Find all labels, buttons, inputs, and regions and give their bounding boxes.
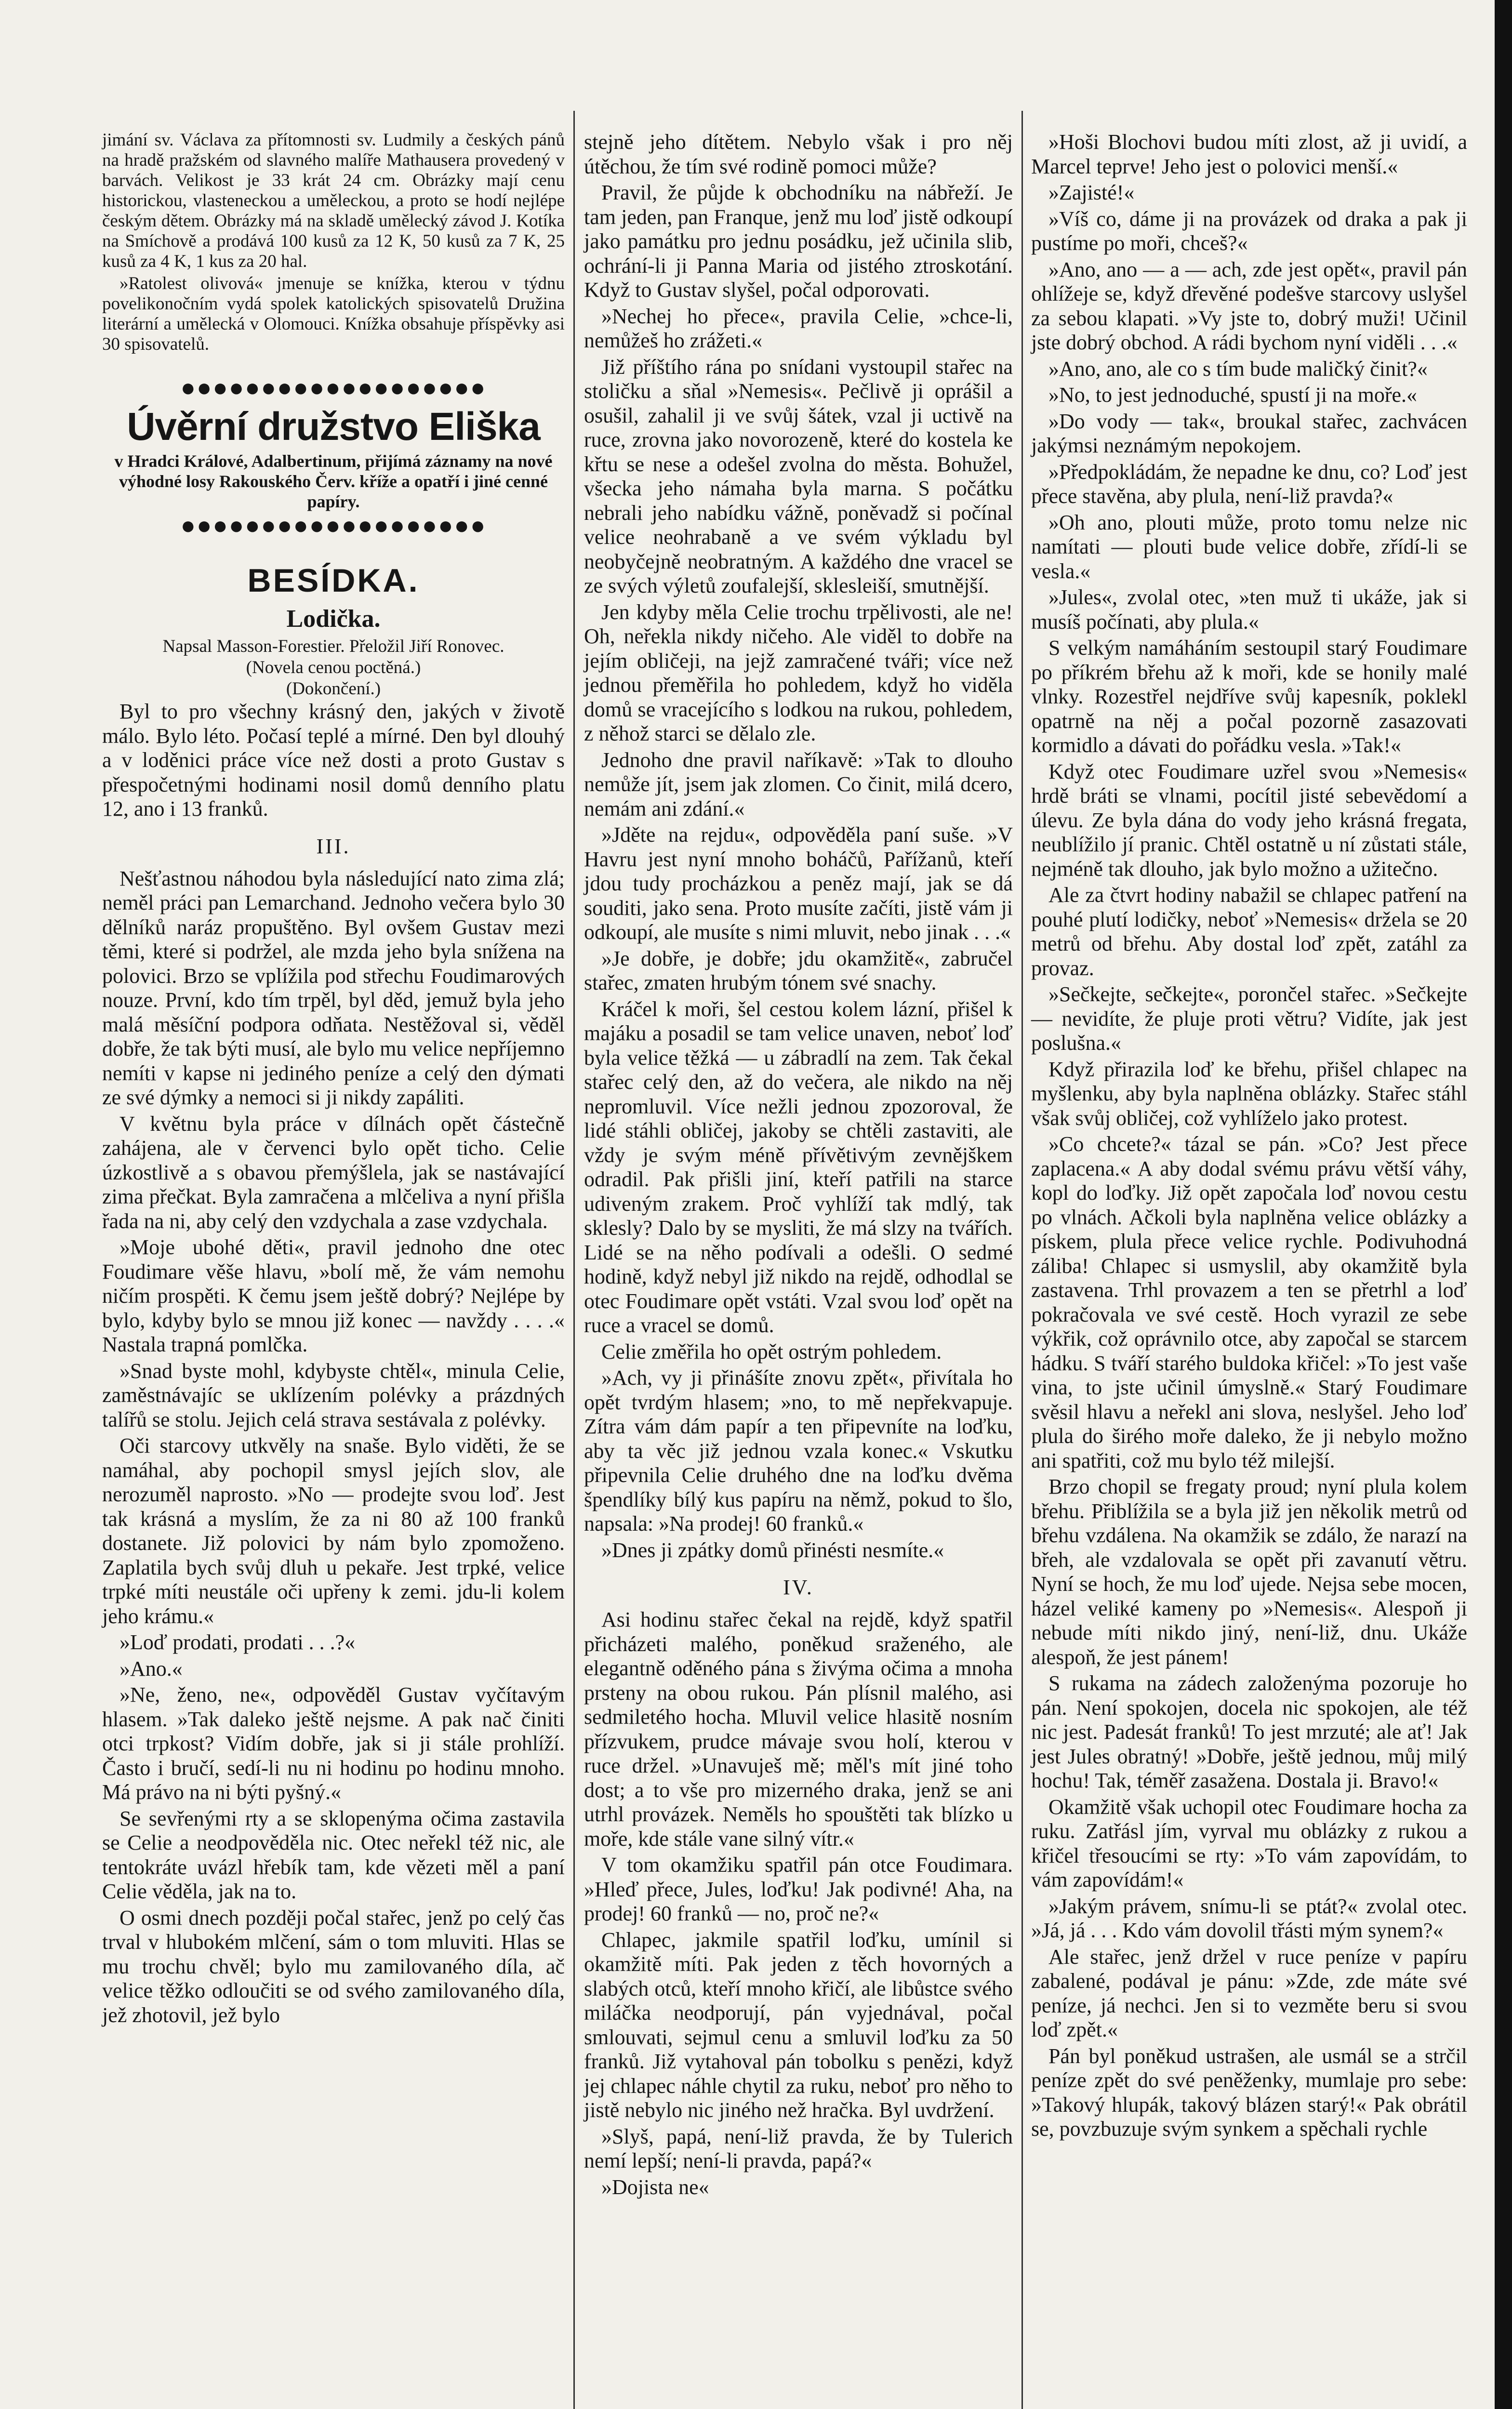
paragraph: Oči starcovy utkvěly na snaše. Bylo viděti, že se namáhal, aby pochopil smysl jejích slov, ale nerozuměl naprosto. »No — prodejte svou loď. Jest tak krásná a myslím, že za ni 80 až 100 franků dostanete. Již polovici by nám bylo zpomoženo. Zaplatila bych svůj dluh u pekaře. Jest trpké, velice trpké míti neustále oči upřeny k zemi. jdu-li kolem jeho krámu.« bbox=[102, 1434, 565, 1628]
paragraph: stejně jeho dítětem. Nebylo však i pro něj útěchou, že tím své rodině pomoci může? bbox=[584, 130, 1013, 178]
ad-text: v Hradci Králové, Adalbertinum, přijímá záznamy na nové výhodné losy Rakouského Červ. kříže a opatří i jiné cenné papíry. bbox=[114, 451, 553, 511]
paragraph: Okamžitě však uchopil otec Foudimare hocha za ruku. Zatřásl jím, vyrval mu oblázky z rukou a křičel třesoucími se rty: »To vám zapovídám, to vám zapovídám!« bbox=[1031, 1795, 1467, 1892]
column-1 bbox=[102, 130, 565, 2029]
paragraph: Již příštího rána po snídani vystoupil stařec na stoličku a sňal »Nemesis«. Pečlivě ji oprášil a osušil, zahalil ji ve svůj šátek, vzal ji uctivě na ruce, zrovna jako novorozeně, které do kostela ke křtu se nese a odešel zvolna do města. Bohužel, všecka jeho námaha byla marna. S počátku nebrali jeho nabídku vážně, poněvadž si počínal velice neohrabaně a ve svém výkladu byl neobyčejně neobratným. A každého dne vracel se ze svých výletů zoufalejší, sklesleiší, smutnější. bbox=[584, 355, 1013, 597]
story-text bbox=[102, 867, 565, 2028]
chapter-number: IV. bbox=[783, 1575, 814, 1599]
paragraph: »Nechej ho přece«, pravila Celie, »chce-li, nemůžeš ho zrážeti.« bbox=[584, 304, 1013, 352]
paragraph: »Moje ubohé děti«, pravil jednoho dne otec Foudimare věše hlavu, »bolí mě, že vám nemohu ničím prospěti. K čemu jsem ještě dobrý? Nejlépe by bylo, kdyby bylo se mnou již konec — navždy . . . .« Nastala trapná pomlčka. bbox=[102, 1235, 565, 1356]
paragraph: »Víš co, dáme ji na provázek od draka a pak ji pustíme po moři, chceš?« bbox=[1031, 207, 1467, 255]
paragraph: S rukama na zádech založenýma pozoruje ho pán. Není spokojen, docela nic spokojen, ale též nic jest. Padesát franků! To jest mrzuté; ale ať! Jak jest Jules obratný! »Dobře, ještě jednou, můj milý hochu! Tak, téměř zasažena. Dostala ji. Bravo!« bbox=[1031, 1671, 1467, 1792]
ad-title: Úvěrní družstvo Eliška bbox=[127, 405, 540, 449]
paragraph: »Jakým právem, snímu-li se ptát?« zvolal otec. »Já, já . . . Kdo vám dovolil třásti mým synem?« bbox=[1031, 1894, 1467, 1942]
story-title: Lodička. bbox=[286, 605, 381, 633]
ornament-border: ●●●●●●●●●●●●●●●●●●● bbox=[180, 374, 487, 402]
paragraph: Pravil, že půjde k obchodníku na nábřeží. Je tam jeden, pan Franque, jenž mu loď jistě odkoupí jako památku pro jednu posádku, jež učinila slib, ochrání-li ji Panna Maria od jistého ztroskotání. Když to Gustav slyšel, počal odporovati. bbox=[584, 181, 1013, 302]
advertisement bbox=[102, 374, 565, 541]
paragraph: »Jděte na rejdu«, odpověděla paní suše. »V Havru jest nyní mnoho boháčů, Pařížanů, kteří jdou tudy procházkou a peněz mají, jak se dá souditi, jako sena. Proto musíte začíti, jistě vám ji odkoupí, ale musíte s nimi mluvit, nebo jinak . . .« bbox=[584, 823, 1013, 944]
paragraph: »Jules«, zvolal otec, »ten muž ti ukáže, jak si musíš počínati, aby plula.« bbox=[1031, 585, 1467, 634]
column-2 bbox=[584, 130, 1013, 2201]
story-text bbox=[102, 700, 565, 821]
paragraph: Pán byl poněkud ustrašen, ale usmál se a strčil peníze zpět do své peněženky, mumlaje pro sebe: »Takový hlupák, takový blázen starý!« Pak obrátil se, povzbuzuje svým synkem a spěchali rychle bbox=[1031, 2044, 1467, 2141]
paragraph: V tom okamžiku spatřil pán otce Foudimara. »Hleď přece, Jules, loďku! Jak podivné! Aha, na prodej! 60 franků — no, proč ne?« bbox=[584, 1853, 1013, 1925]
story-continued: (Dokončení.) bbox=[286, 679, 381, 699]
paragraph: Kráčel k moři, šel cestou kolem lázní, přišel k majáku a posadil se tam velice unaven, neboť loď byla velice těžká — u zábradlí na zem. Tak čekal stařec celý den, až do večera, ale nikdo na něj nepromluvil. Více nežli jednou zpozoroval, že lidé stáhli obličej, jakoby se chtěli zastaviti, ale vždy je svým méně přívětivým zevnějškem odradil. Pak přišli jiní, kteří patřili na starce udiveným zrakem. Proč vyhlíží tak mdlý, tak sklesly? Dalo by se mysliti, že má slzy na tvářích. Lidé se na něho podívali a odešli. O sedmé hodině, když nebyl již nikdo na rejdě, odhodlal se otec Foudimare opět vstáti. Vzal svou loď opět na ruce a vracel se domů. bbox=[584, 997, 1013, 1337]
chapter-number: III. bbox=[316, 834, 351, 858]
paragraph: »Ano, ano, ale co s tím bude maličký činit?« bbox=[1048, 357, 1428, 381]
paragraph: »Do vody — tak«, broukal stařec, zachvácen jakýmsi neznámým nepokojem. bbox=[1031, 409, 1467, 457]
column-3 bbox=[1031, 130, 1467, 2144]
paragraph: »Ne, ženo, ne«, odpověděl Gustav vyčítavým hlasem. »Tak daleko ještě nejsme. A pak nač činiti otci trpkost? Vidím dobře, jak si ji stále prohlíží. Často i bručí, sedí-li nu ni hodinu po hodinu mnoho. Má právo na ni býti pyšný.« bbox=[102, 1683, 565, 1804]
paragraph: Brzo chopil se fregaty proud; nyní plula kolem břehu. Přiblížila se a byla již jen několik metrů od břehu vzdálena. Na okamžik se zdálo, že narazí na břeh, ale vzdalovala se opět při zavanutí větru. Nyní se hoch, že mu loď ujede. Nejsa sebe mocen, házel veliké kameny po »Nemesis«. Alespoň ji nebude míti nikdo jiný, není-liž, dnu. Ukáže alespoň, že jest pánem! bbox=[1031, 1475, 1467, 1669]
paragraph: »Loď prodati, prodati . . .?« bbox=[119, 1630, 356, 1654]
paragraph: »Předpokládám, že nepadne ke dnu, co? Loď jest přece stavěna, aby plula, není-liž pravda?« bbox=[1031, 460, 1467, 508]
paragraph: »Oh ano, plouti může, proto tomu nelze nic namítati — plouti bude velice dobře, zřídí-li se vesla.« bbox=[1031, 510, 1467, 583]
paragraph: »Snad byste mohl, kdybyste chtěl«, minula Celie, zaměstnávajíc se uklízením polévky a prázdných talířů se stolu. Jejich celá strava sestávala z polévky. bbox=[102, 1359, 565, 1431]
ornament-border: ●●●●●●●●●●●●●●●●●●● bbox=[180, 512, 487, 540]
column-divider bbox=[573, 111, 575, 2409]
paragraph: S velkým namáháním sestoupil starý Foudimare po příkrém břehu až k moři, kde se honily malé vlnky. Rozestřel nejdříve svůj kapesník, poklekl opatrně na něj a počal pozorně zasazovati kormidlo a dávati do pořádku vesla. »Tak!« bbox=[1031, 636, 1467, 757]
paragraph: Ale za čtvrt hodiny nabažil se chlapec patření na pouhé plutí lodičky, neboť »Nemesis« držela se 20 metrů od břehu. Aby dostal loď zpět, zatáhl za provaz. bbox=[1031, 883, 1467, 980]
section-title: BESÍDKA. bbox=[247, 562, 420, 599]
paragraph: O osmi dnech později počal stařec, jenž po celý čas trval v hlubokém mlčení, sám o tom mluviti. Hlas se mu trochu chvěl; bylo mu zamilovaného díla, ač velice těžko odloučiti se od svého zamilovaného díla, jež zhotovil, jež bylo bbox=[102, 1906, 565, 2027]
paragraph: Chlapec, jakmile spatřil loďku, umínil si okamžitě míti. Pak jeden z těch hovorných a slabých otců, kteří mnoho křičí, ale libůstce svého miláčka neodporují, pán vyjednával, počal smlouvati, sejmul cenu a smluvil loďku za 50 franků. Již vytahoval pán tobolku s penězi, když jej chlapec náhle chytil za ruku, neboť pro něho to jistě nebylo nic jiného než hračka. Byl uvdržení. bbox=[584, 1928, 1013, 2122]
paragraph: Nešťastnou náhodou byla následující nato zima zlá; neměl práci pan Lemarchand. Jednoho večera bylo 30 dělníků naráz propuštěno. Byl ovšem Gustav mezi těmi, které si podržel, ale mzda jeho byla snížena na polovici. Brzo se vplížila pod střechu Foudimarových nouze. První, kdo tím trpěl, byl děd, jemuž byla jeho malá měsíční podpora odňata. Nestěžoval si, věděl dobře, že tak býti musí, ale bylo mu velice nepříjemno nemíti v kapse ni jediného peníze a celý den dýmati ze své dýmky a nemoci si ji nikdy zapáliti. bbox=[102, 866, 565, 1109]
paragraph: Jednoho dne pravil naříkavě: »Tak to dlouho nemůže jít, jsem jak zlomen. Co činit, milá dcero, nemám ani zdání.« bbox=[584, 748, 1013, 821]
paragraph: »Ach, vy ji přinášíte znovu zpět«, přivítala ho opět tvrdým hlasem; »no, to mě nepřekvapuje. Zítra vám dám papír a ten připevníte na loďku, aby ta věc již jednou vzala konec.« Vskutku připevnila Celie druhého dne na loďku dvěma špendlíky bílý kus papíru na němž, pokud to šlo, napsala: »Na prodej! 60 franků.« bbox=[584, 1366, 1013, 1535]
paragraph: »Je dobře, je dobře; jdu okamžitě«, zabručel stařec, zmaten hrubým tónem své snachy. bbox=[584, 946, 1013, 994]
paragraph: »Ano.« bbox=[119, 1656, 183, 1681]
scan-edge bbox=[1495, 0, 1512, 2409]
notice-paragraph: »Ratolest olivová« jmenuje se knížka, kterou v týdnu povelikonočním vydá spolek katolických spisovatelů Družina literární a umělecká v Olomouci. Knížka obsahuje příspěvky asi 30 spisovatelů. bbox=[102, 274, 565, 354]
paragraph: Ale stařec, jenž držel v ruce peníze v papíru zabalené, podával je pánu: »Zde, zde máte své peníze, já nechci. Jen si to vezměte beru si svou loď zpět.« bbox=[1031, 1945, 1467, 2041]
paragraph: »Sečkejte, sečkejte«, porončel stařec. »Sečkejte — nevidíte, že pluje proti větru? Vidíte, jak jest poslušna.« bbox=[1031, 982, 1467, 1055]
paragraph: Jen kdyby měla Celie trochu trpělivosti, ale ne! Oh, neřekla nikdy ničeho. Ale viděl to dobře na jejím obličeji, na jejž zamračené tváři; více než jednou přeměřila ho pohledem, když ho viděla domů se vracejícího s lodkou na rukou, pohledem, z něhož starci se dělalo zle. bbox=[584, 600, 1013, 745]
paragraph: »Dnes ji zpátky domů přinésti nesmíte.« bbox=[601, 1538, 944, 1562]
notices bbox=[102, 130, 565, 355]
paragraph: »Zajisté!« bbox=[1048, 181, 1135, 204]
paragraph: Se sevřenými rty a se sklopenýma očima zastavila se Celie a neodpověděla nic. Otec neřekl též nic, ale tentokráte uvázl hřebík tam, kde vězeti měl a paní Celie věděla, jak na to. bbox=[102, 1806, 565, 1903]
paragraph: »Hoši Blochovi budou míti zlost, až ji uvidí, a Marcel teprve! Jeho jest o polovici menší.« bbox=[1031, 130, 1467, 178]
paragraph: »Slyš, papá, není-liž pravda, že by Tulerich nemí lepší; není-li pravda, papá?« bbox=[584, 2124, 1013, 2172]
paragraph: »Dojista ne« bbox=[601, 2175, 709, 2199]
paragraph: Celie změřila ho opět ostrým pohledem. bbox=[601, 1339, 942, 1363]
paragraph: V květnu byla práce v dílnách opět částečně zahájena, ale v červenci bylo opět ticho. Celie úzkostlivě a s obavou přemýšlela, jak se nastávající zima přečkat. Byla zamračena a mlčeliva a nyní přišla řada na ni, aby celý den vzdychala a zase vzdychala. bbox=[102, 1112, 565, 1233]
paragraph: »Co chcete?« tázal se pán. »Co? Jest přece zaplacena.« A aby dodal svému právu větší váhy, kopl do loďky. Již opět započala loď novou cestu po vlnách. Ačkoli byla naplněna velice oblázky a pískem, plula přece velice rychle. Podivuhodná záliba! Chlapec si usmyslil, aby okamžitě byla zastavena. Trhl provazem a ten se přetrhl a loď pokračovala ve své cestě. Hoch vyrazil ze sebe výkřik, což oprávnilo otce, aby započal se starcem hádku. S tváří starého buldoka křičel: »To jest vaše vina, to jste učinil úmyslně.« Starý Foudimare svěsil hlavu a neřekl ani slova, neslyšel. Jeho loď plula do širého moře daleko, že ji nebylo možno ani spatřiti, což mu bylo též milejší. bbox=[1031, 1132, 1467, 1472]
column-divider bbox=[1021, 111, 1023, 2409]
paragraph: »No, to jest jednoduché, spustí ji na moře.« bbox=[1048, 383, 1417, 407]
paragraph: Asi hodinu stařec čekal na rejdě, když spatřil přicházeti malého, poněkud sraženého, ale elegantně oděného pána s živýma očima a mnoha prsteny na obou rukou. Pán plísnil malého, asi sedmiletého hocha. Mluvil velice hlasitě nosním přízvukem, prudce mávaje svou holí, kterou v ruce držel. »Unavuješ mě; měl's mít jiné toho dost; a to vše pro mizerného draka, jenž se ani utrhl provázek. Neměls ho spouštěti tak blízko u moře, kde stále vane silný vítr.« bbox=[584, 1608, 1013, 1851]
paragraph: Když přirazila loď ke břehu, přišel chlapec na myšlenku, aby byla naplněna oblázky. Stařec stáhl však svůj obličej, což vyhlíželo jako protest. bbox=[1031, 1057, 1467, 1130]
paragraph: Byl to pro všechny krásný den, jakých v životě málo. Bylo léto. Počasí teplé a mírné. Den byl dlouhý a v loděnici práce více než dosti a proto Gustav s přespočetnými hodinami nosil domů denního platu 12, ano i 13 franků. bbox=[102, 700, 565, 821]
story-byline: Napsal Masson-Forestier. Přeložil Jiří Ronovec. bbox=[162, 636, 504, 656]
paragraph: »Ano, ano — a — ach, zde jest opět«, pravil pán ohlížeje se, když dřevěné podešve starcovy uslyšel za sebou klapati. »Vy jste to, dobrý muži! Učinil jste dobrý obchod. A rádi bychom nyní viděli . . .« bbox=[1031, 257, 1467, 354]
notice-paragraph: jimání sv. Václava za přítomnosti sv. Ludmily a českých pánů na hradě pražském od slavného malíře Mathausera provedený v barvách. Velikost je 33 krát 24 cm. Obrázky mají cenu historickou, vlasteneckou a uměleckou, a proto se hodí nejlépe českým dětem. Obrázky má na skladě umělecký závod J. Kotíka na Smíchově a prodává 100 kusů za 12 K, 50 kusů za 7 K, 25 kusů za 4 K, 1 kus za 20 hal. bbox=[102, 130, 565, 271]
story-note: (Novela cenou poctěná.) bbox=[246, 658, 421, 677]
paragraph: Když otec Foudimare uzřel svou »Nemesis« hrdě bráti se vlnami, pocítil jisté sebevědomí a úlevu. Ze byla dána do vody jeho krásná fregata, neublížilo jí pranic. Chtěl ostatně u ní zůstati stále, nejméně tak dlouho, jak bylo možno a užitečno. bbox=[1031, 759, 1467, 881]
